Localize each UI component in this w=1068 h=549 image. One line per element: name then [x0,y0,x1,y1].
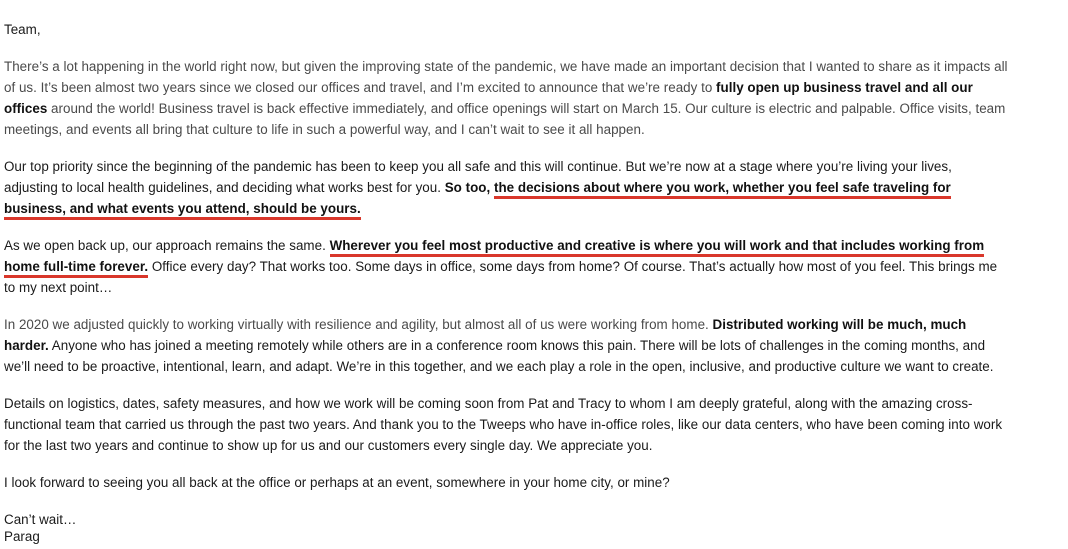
paragraph-5-line-3 [4,435,1064,456]
text-span: Details on logistics, dates, safety measures, and how we work will be coming soon from Pat and Tracy to whom I am deeply grateful, along with the amazing cross- [4,396,973,411]
text-span: adjusting to local health guidelines, and deciding what works best for you. [4,180,445,195]
text-span: There’s a lot happening in the world right now, but given the improving state of the pandemic, we have made an important decision that I wanted to share as it impacts all [4,59,1008,74]
paragraph-1 [4,56,1064,140]
bold-phrase-so-too: So too, [444,180,494,195]
paragraph-5-line-1 [4,393,1064,414]
text-span: As we open back up, our approach remains the same. [4,238,330,253]
underlined-phrase-home-full-time: home full-time forever. [4,259,148,278]
text-span: around the world! Business travel is back effective immediately, and office openings will start on March 15. Our culture is electric and palpable. Office visits, team [47,101,1006,116]
signature-text: Parag [4,529,40,544]
bold-phrase-offices: offices [4,101,48,116]
bold-word-distributed: Distributed [712,317,784,332]
paragraph-4-line-2 [4,335,1064,356]
bold-phrase-open-travel: fully open up business travel and all our [716,80,973,95]
paragraph-2 [4,156,1064,219]
text-span: Our top priority since the beginning of the pandemic has been to keep you all safe and this will continue. But we’re now at a stage where you’re living your lives, [4,159,952,174]
paragraph-gap [4,377,1064,393]
paragraph-gap [4,493,1064,509]
closing-text: Can’t wait… [4,512,77,527]
paragraph-gap [4,140,1064,156]
paragraph-2-line-3 [4,198,1064,219]
paragraph-1-line-4 [4,119,1064,140]
paragraph-gap [4,40,1064,56]
paragraph-gap [4,456,1064,472]
paragraph-3 [4,235,1064,298]
paragraph-4 [4,314,1064,377]
greeting-text: Team, [4,22,41,37]
paragraph-3-line-2 [4,256,1064,277]
text-span: to my next point… [4,280,113,295]
greeting [4,19,1064,40]
paragraph-gap [4,298,1064,314]
paragraph-1-line-1 [4,56,1064,77]
bold-phrase-much-harder: working will be much, much [783,317,967,332]
text-span: Office every day? That works too. Some days in office, some days from home? Of course. That’s actually how most of you feel. This brings me [148,259,998,274]
underlined-phrase-wherever: Wherever you feel most productive and creative is where you will work and that includes working from [330,238,985,257]
paragraph-gap [4,219,1064,235]
text-span: functional team that carried us through the past two years. And thank you to the Tweeps who have in-office roles, like our data centers, who have been coming into work [4,417,1003,432]
paragraph-1-line-2 [4,77,1064,98]
closing-line [4,509,1064,530]
paragraph-4-line-1 [4,314,1064,335]
underlined-phrase-decisions: the decisions about where you work, whether you feel safe traveling for [494,180,951,199]
paragraph-6 [4,472,1064,493]
text-span: of us. It’s been almost two years since we closed our offices and travel, and I’m excited to announce that we’re ready to [4,80,717,95]
text-span: In 2020 we adjusted quickly to working virtually with resilience and agility, but almost all of us were working from home. [4,317,713,332]
underlined-phrase-should-be-yours: business, and what events you attend, should be yours. [4,201,361,220]
paragraph-4-line-3 [4,356,1064,377]
text-span: meetings, and events all bring that culture to life in such a powerful way, and I can’t wait to see it all happen. [4,122,645,137]
text-span: we’ll need to be proactive, intentional, learn, and adapt. We’re in this together, and we each play a role in the open, inclusive, and productive culture we want to create. [4,359,994,374]
signature [4,530,1064,544]
paragraph-5 [4,393,1064,456]
text-span: Anyone who has joined a meeting remotely while others are in a conference room knows this pain. There will be lots of challenges in the coming months, and [48,338,986,353]
paragraph-3-line-1 [4,235,1064,256]
paragraph-2-line-2 [4,177,1064,198]
text-span: for the last two years and continue to show up for us and our customers every single day. We appreciate you. [4,438,653,453]
paragraph-6-line-1 [4,472,1064,493]
paragraph-5-line-2 [4,414,1064,435]
text-span: I look forward to seeing you all back at the office or perhaps at an event, somewhere in your home city, or mine? [4,475,670,490]
paragraph-2-line-1 [4,156,1064,177]
paragraph-1-line-3 [4,98,1064,119]
paragraph-3-line-3 [4,277,1064,298]
bold-word-harder: harder. [4,338,49,353]
